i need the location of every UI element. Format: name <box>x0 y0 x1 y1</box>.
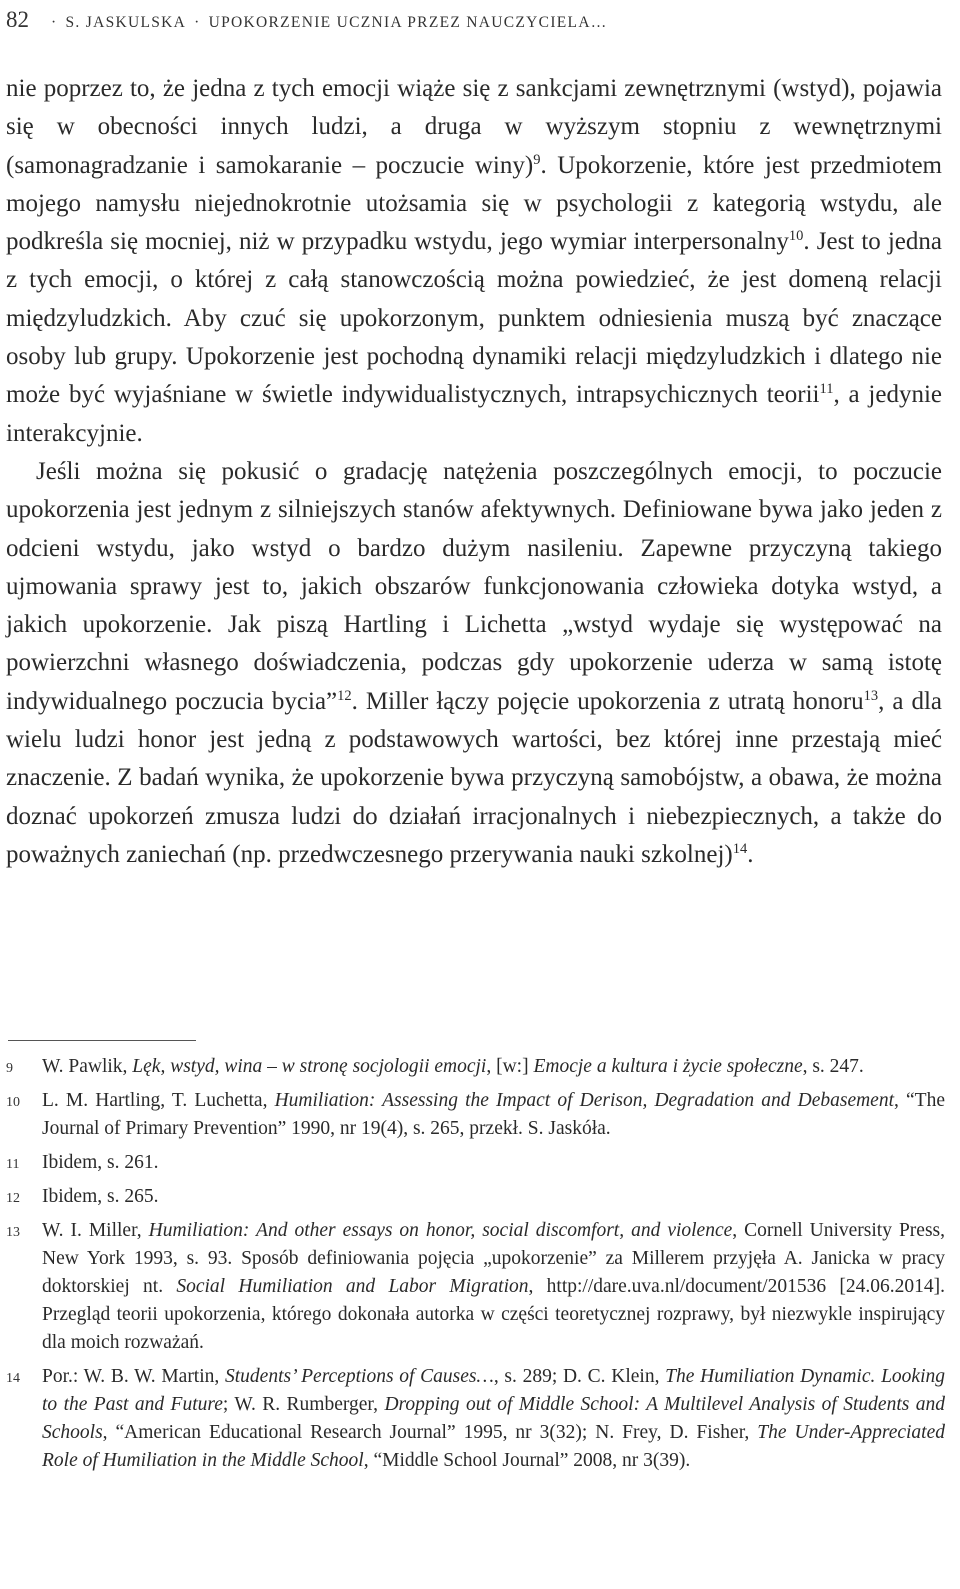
italic-title: The Humiliation Dynamic. Looking to the Past and Future <box>42 1366 946 1415</box>
footnote-number: 10 <box>6 1095 20 1110</box>
footnote-number: 9 <box>6 1061 13 1076</box>
page-number: 82 <box>6 7 29 32</box>
footnote <box>0 1149 945 1177</box>
footnote-ref: 10 <box>788 228 804 245</box>
text-run: , “Middle School Journal” 2008, nr 3(39). <box>363 1450 691 1471</box>
text-run: Ibidem, s. 261. <box>42 1152 159 1173</box>
italic-title: Emocje a kultura i życie społeczne <box>533 1056 803 1077</box>
footnote-number: 12 <box>6 1191 20 1206</box>
footnote-ref: 14 <box>732 840 748 857</box>
text-run: . <box>747 840 754 868</box>
footnote-divider <box>8 1040 196 1041</box>
footnote <box>0 1217 945 1357</box>
footnote-number: 13 <box>6 1225 20 1240</box>
text-run: , Cornell University Press, New York 1993, s. 93. Sposób definiowania pojęcia „upokorzenie” za Millerem przyjęła A. Janicka w pracy doktorskiej nt. <box>42 1220 945 1297</box>
footnote-number: 11 <box>6 1157 20 1172</box>
italic-title: Students’ Perceptions of Causes… <box>225 1366 494 1387</box>
text-run: W. I. Miller, <box>42 1220 149 1241</box>
paragraph <box>6 70 942 453</box>
footnote-ref: 11 <box>819 381 834 398</box>
text-run: , a dla wielu ludzi honor jest jedną z podstawowych wartości, bez której inne przestają mieć znaczenie. Z badań wynika, że upokorzenie bywa przyczyną samobójstw, a obawa, że można doznać upokorzeń zmusza ludzi do działań irracjonalnych i niebezpiecznych, a także do poważnych zaniechań (np. przedwczesnego przerywania nauki szkolnej) <box>6 687 942 868</box>
text-run: nie poprzez to, że jedna z tych emocji wiąże się z sankcjami zewnętrznymi (wstyd), pojawia się w obecności innych ludzi, a druga w wyższym stopniu z wewnętrznymi (samonagradzanie i samokaranie – poczucie winy) <box>6 75 942 179</box>
footnote <box>0 1053 945 1081</box>
header-separator: · <box>51 14 58 31</box>
header-separator: · <box>194 14 201 31</box>
italic-title: Lęk, wstyd, wina – w stronę socjologii emocji <box>132 1056 487 1077</box>
text-run: . Jest to jedna z tych emocji, o której z całą stanowczością można powiedzieć, że jest domeną relacji międzyludzkich. Aby czuć się upokorzonym, punktem odniesienia muszą być znaczące osoby lub grupy. Upokorzenie jest pochodną dynamiki relacji międzyludzkich i dlatego nie może być wyjaśniane w świetle indywidualistycznych, intrapsychicznych teorii <box>6 228 942 409</box>
text-run: , s. 247. <box>802 1056 864 1077</box>
text-run: ; W. R. Rumberger, <box>222 1394 385 1415</box>
footnote <box>0 1087 945 1143</box>
text-run: Jeśli można się pokusić o gradację natężenia poszczególnych emocji, to poczucie upokorzenia jest jednym z silniejszych stanów afektywnych. Definiowane bywa jako jeden z odcieni wstydu, jako wstyd o bardzo dużym nasileniu. Zapewne przyczyną takiego ujmowania sprawy jest to, jakich obszarów funkcjonowania człowieka dotyka wstyd, a jakich upokorzenie. Jak piszą Hartling i Lichetta „wstyd wydaje się występować na powierzchni własnego doświadczenia, podczas gdy upokorzenie uderza w samą istotę indywidualnego poczucia bycia” <box>6 457 942 715</box>
text-run: W. Pawlik, <box>42 1056 133 1077</box>
text-run: . Upokorzenie, które jest przedmiotem mojego namysłu niejednokrotnie utożsamia się w psychologii z kategorią wstydu, ale podkreśla się mocniej, niż w przypadku wstydu, jego wymiar interpersonalny <box>6 151 942 256</box>
footnote <box>0 1183 945 1211</box>
text-run: , s. 289; D. C. Klein, <box>493 1366 666 1387</box>
footnote-ref: 13 <box>863 687 879 704</box>
italic-title: The Under-Appreciated Role of Humiliation in the Middle School <box>42 1422 945 1471</box>
text-run: . Miller łączy pojęcie upokorzenia z utratą honoru <box>351 687 864 715</box>
footnote-ref: 9 <box>533 151 541 168</box>
text-run: Ibidem, s. 265. <box>42 1186 159 1207</box>
header-title: UPOKORZENIE UCZNIA PRZEZ NAUCZYCIELA… <box>208 14 608 31</box>
footnotes <box>0 1053 945 1481</box>
text-run: , http://dare.uva.nl/document/201536 [24.06.2014]. Przegląd teorii upokorzenia, którego dokonała autorka w części teoretycznej rozprawy, był niezwykle inspirujący dla moich rozważań. <box>42 1276 945 1353</box>
text-run: , “The Journal of Primary Prevention” 1990, nr 19(4), s. 265, przekł. S. Jaskóła. <box>42 1090 945 1139</box>
running-header <box>6 3 946 37</box>
footnote-number: 14 <box>6 1371 20 1386</box>
italic-title: Humiliation: And other essays on honor, social discomfort, and violence <box>148 1220 733 1241</box>
text-run: , [w:] <box>486 1056 534 1077</box>
italic-title: Humiliation: Assessing the Impact of Derison, Degradation and Debasement <box>274 1090 895 1111</box>
footnote-ref: 12 <box>337 687 352 704</box>
text-run: , “American Educational Research Journal” 1995, nr 3(32); N. Frey, D. Fisher, <box>102 1422 758 1443</box>
italic-title: Social Humiliation and Labor Migration <box>176 1276 529 1297</box>
footnote <box>0 1363 945 1475</box>
text-run: , a jedynie interakcyjnie. <box>6 381 942 447</box>
text-run: L. M. Hartling, T. Luchetta, <box>42 1090 275 1111</box>
italic-title: Dropping out of Middle School: A Multilevel Analysis of Students and Schools <box>42 1394 945 1443</box>
paragraph <box>6 453 942 874</box>
text-run: Por.: W. B. W. Martin, <box>42 1366 225 1387</box>
main-text <box>6 70 942 874</box>
header-author: S. JASKULSKA <box>65 14 187 31</box>
